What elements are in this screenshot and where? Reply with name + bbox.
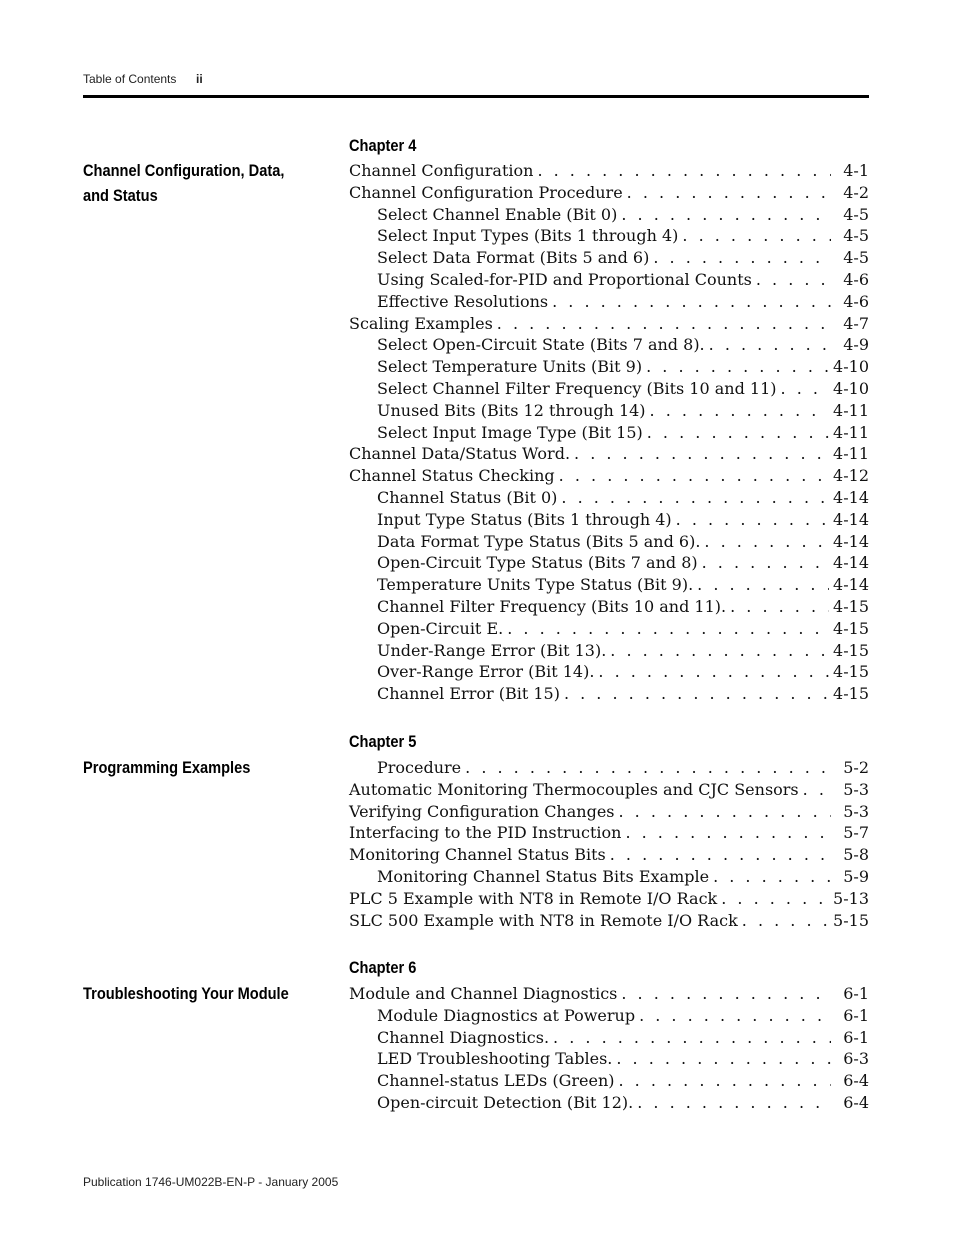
- toc-entry-page: 5-3: [843, 801, 869, 821]
- toc-entry-title: Open-Circuit E.: [377, 618, 504, 638]
- toc-entry[interactable]: [349, 465, 869, 487]
- toc-entry-title: Channel Diagnostics.: [377, 1027, 550, 1047]
- toc-entry[interactable]: [349, 1070, 869, 1092]
- toc-entry-title: Under-Range Error (Bit 13).: [377, 640, 607, 660]
- toc-entry-page: 4-14: [833, 575, 869, 595]
- toc-entry-page: 4-15: [833, 662, 869, 682]
- toc-entry-page: 4-10: [833, 378, 869, 398]
- toc-entry[interactable]: [349, 596, 869, 618]
- toc-entry-title: Channel Filter Frequency (Bits 10 and 11).: [377, 596, 727, 616]
- chapter-5-label: Chapter 5: [349, 732, 417, 751]
- dot-leader: [465, 757, 831, 779]
- toc-entry-page: 4-5: [843, 226, 869, 246]
- toc-entry[interactable]: [349, 552, 869, 574]
- toc-entry-page: 4-7: [843, 313, 869, 333]
- chapter-5-title: Programming Examples: [83, 758, 251, 777]
- toc-entry[interactable]: [349, 910, 869, 932]
- toc-entry[interactable]: [349, 866, 869, 888]
- toc-entry[interactable]: [349, 182, 869, 204]
- toc-entry-page: 4-14: [833, 509, 869, 529]
- toc-entry-page: 6-3: [843, 1049, 869, 1069]
- toc-entry[interactable]: [349, 160, 869, 182]
- toc-entry-title: Channel-status LEDs (Green): [377, 1071, 615, 1091]
- chapter-6-entries: [349, 983, 869, 1114]
- toc-entry-page: 4-15: [833, 640, 869, 660]
- dot-leader: [647, 422, 829, 444]
- dot-leader: [704, 531, 829, 553]
- toc-entry-page: 4-1: [843, 161, 869, 180]
- dot-leader: [552, 291, 831, 313]
- toc-entry[interactable]: [349, 400, 869, 422]
- toc-entry[interactable]: [349, 757, 869, 779]
- toc-entry-title: LED Troubleshooting Tables.: [377, 1049, 613, 1069]
- toc-entry-title: Input Type Status (Bits 1 through 4): [377, 509, 672, 529]
- toc-entry[interactable]: [349, 1027, 869, 1049]
- toc-entry-title: Data Format Type Status (Bits 5 and 6).: [377, 531, 701, 551]
- toc-entry[interactable]: [349, 422, 869, 444]
- dot-leader: [561, 487, 829, 509]
- toc-entry[interactable]: [349, 661, 869, 683]
- toc-entry-title: Channel Data/Status Word.: [349, 444, 571, 464]
- toc-entry-page: 5-13: [833, 888, 869, 908]
- dot-leader: [497, 313, 831, 335]
- toc-entry[interactable]: [349, 509, 869, 531]
- dot-leader: [756, 269, 831, 291]
- dot-leader: [598, 661, 829, 683]
- toc-entry-title: Channel Configuration Procedure: [349, 182, 623, 202]
- dot-leader: [619, 801, 832, 823]
- toc-entry[interactable]: [349, 313, 869, 335]
- toc-entry[interactable]: [349, 640, 869, 662]
- chapter-4-title: Channel Configuration, Data, and Status: [83, 161, 285, 205]
- dot-leader: [559, 465, 829, 487]
- toc-entry-title: Select Data Format (Bits 5 and 6): [377, 248, 650, 268]
- toc-entry[interactable]: [349, 779, 869, 801]
- dot-leader: [803, 779, 831, 801]
- toc-entry-page: 4-14: [833, 553, 869, 573]
- toc-entry-page: 4-5: [843, 204, 869, 224]
- toc-entry[interactable]: [349, 356, 869, 378]
- toc-entry-page: 4-6: [843, 269, 869, 289]
- toc-entry-page: 4-2: [843, 182, 869, 202]
- toc-entry-title: Select Channel Enable (Bit 0): [377, 204, 618, 224]
- header-page-number: ii: [196, 72, 203, 86]
- toc-entry-title: Monitoring Channel Status Bits: [349, 845, 606, 865]
- dot-leader: [616, 1048, 831, 1070]
- toc-entry-title: Channel Error (Bit 15): [377, 684, 560, 704]
- toc-entry-title: Scaling Examples: [349, 313, 493, 333]
- toc-entry-title: Select Channel Filter Frequency (Bits 10 and 11): [377, 378, 777, 398]
- dot-leader: [676, 509, 829, 531]
- dot-leader: [574, 443, 829, 465]
- toc-entry[interactable]: [349, 443, 869, 465]
- toc-entry-page: 4-14: [833, 531, 869, 551]
- dot-leader: [618, 1070, 831, 1092]
- toc-entry[interactable]: [349, 683, 869, 705]
- dot-leader: [637, 1092, 831, 1114]
- toc-entry-page: 5-7: [843, 823, 869, 843]
- toc-entry[interactable]: [349, 618, 869, 640]
- toc-entry-page: 6-4: [843, 1092, 869, 1112]
- toc-entry-page: 6-1: [843, 1005, 869, 1025]
- dot-leader: [537, 160, 831, 182]
- toc-entry-title: Verifying Configuration Changes: [349, 801, 615, 821]
- toc-entry[interactable]: [349, 844, 869, 866]
- dot-leader: [625, 822, 831, 844]
- toc-entry-title: Unused Bits (Bits 12 through 14): [377, 400, 646, 420]
- dot-leader: [709, 334, 831, 356]
- chapter-6-title: Troubleshooting Your Module: [83, 984, 289, 1003]
- toc-entry-title: SLC 500 Example with NT8 in Remote I/O Rack: [349, 910, 738, 930]
- toc-entry-title: Open-circuit Detection (Bit 12).: [377, 1092, 634, 1112]
- toc-entry[interactable]: [349, 225, 869, 247]
- toc-entry[interactable]: [349, 204, 869, 226]
- toc-entry-page: 5-8: [843, 845, 869, 865]
- toc-entry[interactable]: [349, 531, 869, 553]
- dot-leader: [639, 1005, 831, 1027]
- dot-leader: [781, 378, 830, 400]
- dot-leader: [653, 247, 831, 269]
- toc-entry-page: 6-1: [843, 1027, 869, 1047]
- toc-entry-title: Channel Status Checking: [349, 466, 555, 486]
- header-title: Table of Contents: [83, 72, 177, 86]
- chapter-5-entries: [349, 757, 869, 931]
- dot-leader: [713, 866, 831, 888]
- toc-entry-title: Channel Status (Bit 0): [377, 487, 558, 507]
- dot-leader: [682, 225, 831, 247]
- toc-entry-page: 4-11: [833, 444, 869, 464]
- dot-leader: [507, 618, 829, 640]
- toc-entry[interactable]: [349, 378, 869, 400]
- toc-entry[interactable]: [349, 801, 869, 823]
- toc-entry-page: 4-6: [843, 291, 869, 311]
- toc-entry-page: 4-15: [833, 618, 869, 638]
- toc-entry[interactable]: [349, 1092, 869, 1114]
- toc-entry-title: Channel Configuration: [349, 161, 534, 180]
- header-rule: [83, 95, 869, 98]
- toc-entry-page: 4-11: [833, 422, 869, 442]
- toc-entry[interactable]: [349, 1005, 869, 1027]
- toc-entry[interactable]: [349, 983, 869, 1005]
- toc-entry-title: Over-Range Error (Bit 14).: [377, 662, 595, 682]
- toc-entry-title: Select Open-Circuit State (Bits 7 and 8).: [377, 335, 705, 355]
- dot-leader: [646, 356, 829, 378]
- publication-footer: Publication 1746-UM022B-EN-P - January 2005: [83, 1175, 339, 1189]
- dot-leader: [610, 844, 831, 866]
- toc-entry-page: 4-9: [843, 335, 869, 355]
- dot-leader: [697, 574, 829, 596]
- toc-entry-page: 4-10: [833, 357, 869, 377]
- chapter-4-entries: [349, 160, 869, 705]
- dot-leader: [730, 596, 829, 618]
- toc-entry-page: 4-5: [843, 248, 869, 268]
- toc-entry-title: Monitoring Channel Status Bits Example: [377, 866, 710, 886]
- toc-entry-page: 4-11: [833, 400, 869, 420]
- toc-entry-page: 5-3: [843, 779, 869, 799]
- dot-leader: [627, 182, 831, 204]
- toc-entry-title: Automatic Monitoring Thermocouples and CJC Sensors: [349, 779, 799, 799]
- toc-entry-page: 6-1: [843, 984, 869, 1003]
- toc-entry-page: 5-9: [843, 866, 869, 886]
- toc-entry-title: PLC 5 Example with NT8 in Remote I/O Rack: [349, 888, 718, 908]
- toc-entry[interactable]: [349, 269, 869, 291]
- toc-entry-title: Procedure: [377, 758, 462, 777]
- running-header: [83, 72, 203, 86]
- toc-entry-title: Interfacing to the PID Instruction: [349, 823, 622, 843]
- dot-leader: [621, 204, 831, 226]
- toc-entry-title: Select Input Image Type (Bit 15): [377, 422, 643, 442]
- toc-entry-title: Select Temperature Units (Bit 9): [377, 357, 643, 377]
- toc-entry-page: 4-14: [833, 487, 869, 507]
- toc-entry[interactable]: [349, 291, 869, 313]
- toc-entry[interactable]: [349, 574, 869, 596]
- dot-leader: [742, 910, 829, 932]
- toc-entry-title: Module and Channel Diagnostics: [349, 984, 618, 1003]
- chapter-6-label: Chapter 6: [349, 958, 417, 977]
- dot-leader: [721, 888, 829, 910]
- toc-entry[interactable]: [349, 1048, 869, 1070]
- toc-entry-page: 5-2: [843, 758, 869, 777]
- toc-entry[interactable]: [349, 822, 869, 844]
- dot-leader: [650, 400, 830, 422]
- toc-entry-title: Module Diagnostics at Powerup: [377, 1005, 636, 1025]
- toc-entry-page: 4-15: [833, 684, 869, 704]
- dot-leader: [564, 683, 829, 705]
- chapter-4-label: Chapter 4: [349, 136, 417, 155]
- toc-entry-title: Open-Circuit Type Status (Bits 7 and 8): [377, 553, 698, 573]
- toc-entry-page: 4-15: [833, 596, 869, 616]
- toc-entry-page: 4-12: [833, 466, 869, 486]
- toc-entry-title: Effective Resolutions: [377, 291, 549, 311]
- toc-entry[interactable]: [349, 334, 869, 356]
- toc-entry[interactable]: [349, 888, 869, 910]
- toc-entry-page: 5-15: [833, 910, 869, 930]
- dot-leader: [553, 1027, 831, 1049]
- toc-entry-title: Select Input Types (Bits 1 through 4): [377, 226, 679, 246]
- dot-leader: [610, 640, 829, 662]
- toc-entry[interactable]: [349, 487, 869, 509]
- dot-leader: [702, 552, 829, 574]
- toc-entry-title: Using Scaled-for-PID and Proportional Counts: [377, 269, 752, 289]
- toc-entry[interactable]: [349, 247, 869, 269]
- dot-leader: [621, 983, 831, 1005]
- toc-entry-title: Temperature Units Type Status (Bit 9).: [377, 575, 694, 595]
- toc-entry-page: 6-4: [843, 1071, 869, 1091]
